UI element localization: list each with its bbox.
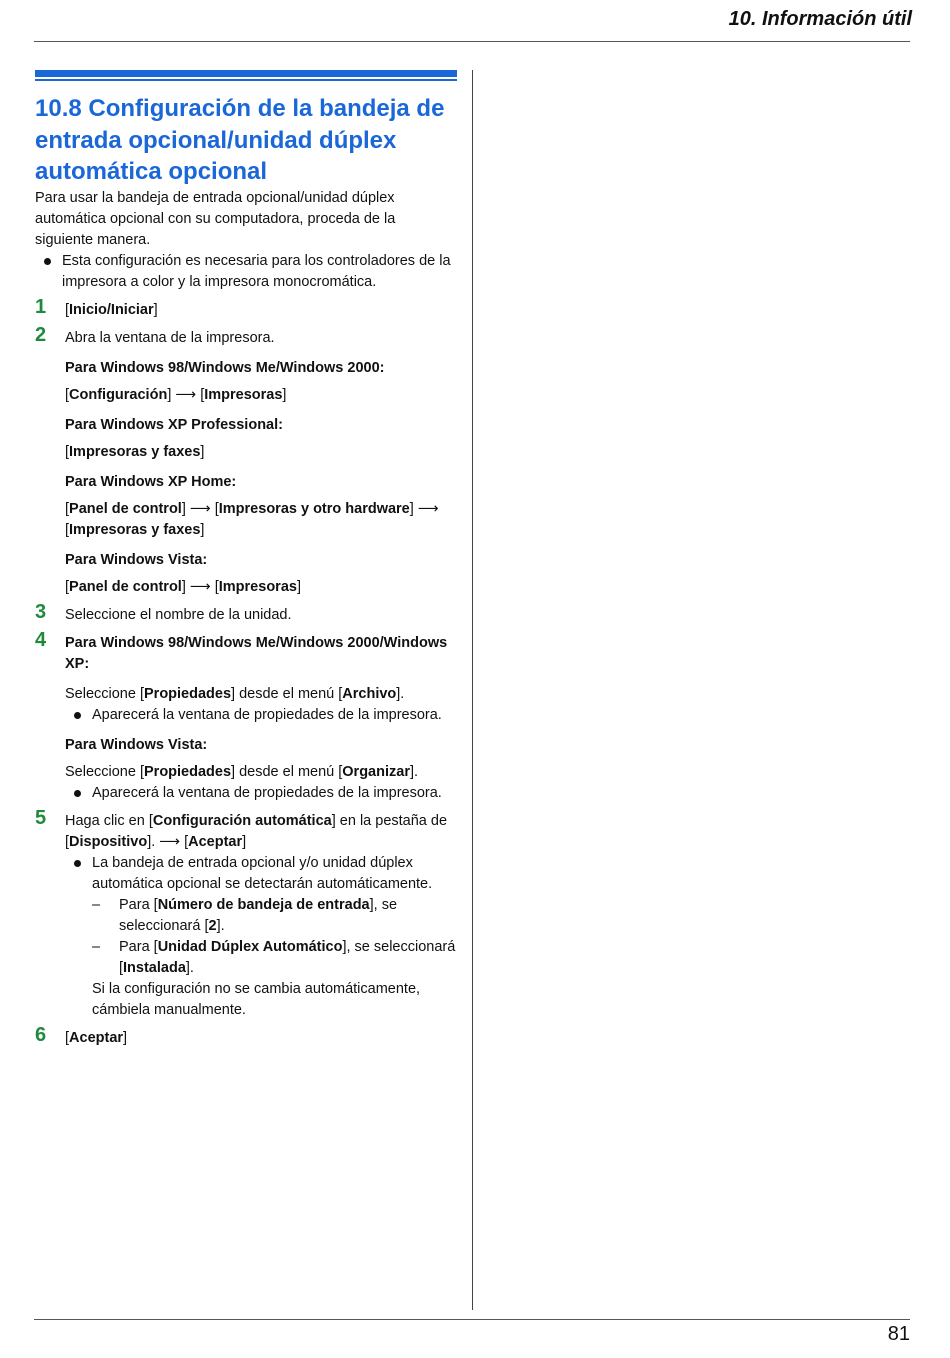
menu-item: Aceptar — [69, 1029, 124, 1046]
intro-paragraph: Para usar la bandeja de entrada opcional/unidad dúplex automática opcional con su computadora, proceda de la siguiente manera. — [35, 189, 396, 248]
step-3 — [35, 600, 457, 626]
os-heading: Para Windows 98/Windows Me/Windows 2000/Windows XP: — [65, 634, 448, 672]
step-4 — [35, 628, 457, 804]
step-instruction: Haga clic en [Configuración automática] en la pestaña de [Dispositivo]. ⟶ [Aceptar] — [65, 812, 448, 850]
arrow-right-icon: ⟶ — [159, 833, 181, 850]
step-instruction: Seleccione [Propiedades] desde el menú [Organizar]. — [65, 763, 419, 780]
column-divider — [472, 70, 473, 1310]
running-header: 10. Información útil — [728, 8, 912, 30]
intro-note: Esta configuración es necesaria para los controladores de la impresora a color y la impresora monocromática. — [35, 251, 457, 293]
section-bar-thin — [35, 79, 457, 81]
step-1: 1 [Inicio/Iniciar] — [35, 295, 158, 318]
menu-path: [Panel de control] ⟶ [Impresoras] — [65, 578, 301, 595]
arrow-right-icon: ⟶ — [189, 578, 211, 595]
menu-item: Inicio/Iniciar — [69, 301, 154, 318]
step-number: 3 — [35, 600, 47, 623]
dash-item: – Para [Unidad Dúplex Automático], se seleccionará [Instalada]. — [65, 937, 457, 979]
step-number: 6 — [35, 1023, 47, 1046]
step-note: Aparecerá la ventana de propiedades de la impresora. — [65, 783, 457, 804]
section-title: 10.8 Configuración de la bandeja de entrada opcional/unidad dúplex automática opcional — [35, 95, 445, 185]
dash-item: – Para [Número de bandeja de entrada], se seleccionará [2]. — [65, 895, 457, 937]
step-text: Seleccione el nombre de la unidad. — [65, 606, 292, 623]
step-number: 2 — [35, 323, 47, 346]
section-bar — [35, 70, 457, 77]
arrow-right-icon: ⟶ — [417, 500, 439, 517]
step-number: 4 — [35, 628, 47, 651]
os-heading: Para Windows 98/Windows Me/Windows 2000: — [65, 359, 385, 376]
step-6: 6 [Aceptar] — [35, 1023, 128, 1046]
header-rule — [34, 41, 910, 42]
step-note: Aparecerá la ventana de propiedades de la impresora. — [65, 705, 457, 726]
step-note: La bandeja de entrada opcional y/o unidad dúplex automática opcional se detectarán automáticamente. — [65, 853, 457, 895]
os-heading: Para Windows Vista: — [65, 736, 208, 753]
menu-path: [Configuración] ⟶ [Impresoras] — [65, 386, 287, 403]
arrow-right-icon: ⟶ — [189, 500, 211, 517]
main-column — [35, 70, 457, 1049]
step-5 — [35, 806, 457, 1021]
menu-path: [Impresoras y faxes] — [65, 443, 205, 460]
step-instruction: Seleccione [Propiedades] desde el menú [Archivo]. — [65, 685, 405, 702]
menu-path: [Panel de control] ⟶ [Impresoras y otro hardware] ⟶ [Impresoras y faxes] — [65, 500, 439, 538]
step-text: Abra la ventana de la impresora. — [65, 329, 275, 346]
os-heading: Para Windows XP Home: — [65, 473, 237, 490]
os-heading: Para Windows XP Professional: — [65, 416, 283, 433]
os-heading: Para Windows Vista: — [65, 551, 208, 568]
footer-rule — [34, 1319, 910, 1320]
arrow-right-icon: ⟶ — [175, 386, 197, 403]
step-number: 5 — [35, 806, 47, 829]
step-number: 1 — [35, 295, 47, 318]
step-2 — [35, 323, 457, 598]
page-number: 81 — [887, 1323, 910, 1345]
step-note-continuation: Si la configuración no se cambia automáticamente, cámbiela manualmente. — [92, 980, 421, 1018]
